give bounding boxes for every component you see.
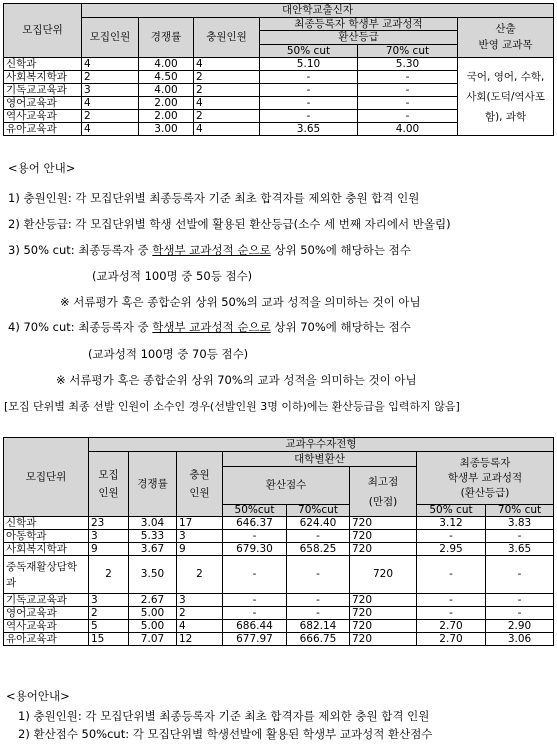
top-cell: 720 xyxy=(350,607,417,620)
additional-cell: 17 xyxy=(177,517,223,530)
ratio-cell: 5.00 xyxy=(129,620,177,633)
quota-cell: 15 xyxy=(89,633,129,646)
grade70-cell: 3.83 xyxy=(486,517,554,530)
ratio-cell: 7.07 xyxy=(129,633,177,646)
unit-cell: 기독교교육과 xyxy=(4,84,82,97)
additional-cell: 9 xyxy=(177,543,223,556)
small-quota-remark: [모집 단위별 최종 선발 인원이 소수인 경우(선발인원 3명 이하)에는 환산등급을 입력하지 않음] xyxy=(4,400,460,413)
header-top-line2: (만점) xyxy=(368,495,398,508)
ratio-cell: 3.50 xyxy=(129,556,177,594)
header-unit: 모집단위 xyxy=(4,4,82,58)
additional-cell: 2 xyxy=(194,71,260,84)
grade50-cell: - xyxy=(417,607,486,620)
table-row xyxy=(4,58,554,71)
alternative-school-results-table xyxy=(3,3,554,136)
term-70cut xyxy=(8,319,411,335)
additional-cell: 2 xyxy=(194,84,260,97)
ratio-cell: 3.67 xyxy=(129,543,177,556)
top-cell: 720 xyxy=(350,517,417,530)
term-50cut-a: 3) 50% cut: 최종등록자 중 xyxy=(8,243,153,257)
score50-cell: - xyxy=(223,530,287,543)
top-cell: 720 xyxy=(350,594,417,607)
additional-cell: 4 xyxy=(194,97,260,110)
header-additional-line2: 인원 xyxy=(189,487,210,499)
unit-cell: 사회복지학과 xyxy=(4,71,82,84)
grade70-cell: 3.65 xyxy=(486,543,554,556)
header-grade-sub: 환산등급 xyxy=(260,31,458,45)
ratio-cell: 2.00 xyxy=(139,110,194,123)
header-subjects xyxy=(458,18,554,58)
grade70-cell: - xyxy=(486,556,554,594)
unit-cell: 사회복지학과 xyxy=(4,543,89,556)
term-conversion-grade: 2) 환산등급: 각 모집단위별 학생 선발에 활용된 환산등급(소수 세 번째 자리에서 반올림) xyxy=(8,217,451,231)
header-quota xyxy=(89,452,129,517)
table-row xyxy=(4,594,554,607)
header-final-line1: 최종등록자 xyxy=(459,456,511,469)
header-p50: 50% cut xyxy=(260,45,358,58)
p70-cell: - xyxy=(358,97,458,110)
term-50cut-remark: ※ 서류평가 혹은 종합순위 상위 50%의 교과 성적을 의미하는 것이 아님 xyxy=(60,295,421,309)
grade70-cell: - xyxy=(486,530,554,543)
header-additional xyxy=(177,452,223,517)
header-subjects-line2: 반영 교과목 xyxy=(478,39,533,51)
header-grade: 최종등록자 학생부 교과성적 xyxy=(260,18,458,31)
grade70-cell: 3.06 xyxy=(486,633,554,646)
quota-cell: 2 xyxy=(82,71,139,84)
p70-cell: 4.00 xyxy=(358,123,458,136)
header-final xyxy=(417,452,554,505)
subject-excellence-results-table xyxy=(3,437,554,646)
quota-cell: 4 xyxy=(82,58,139,71)
term-50cut-detail: (교과성적 100명 중 50등 점수) xyxy=(92,269,253,283)
ratio-cell: 5.00 xyxy=(129,607,177,620)
grade50-cell: - xyxy=(417,594,486,607)
quota-cell: 23 xyxy=(89,517,129,530)
quota-cell: 3 xyxy=(89,530,129,543)
ratio-cell: 2.67 xyxy=(129,594,177,607)
ratio-cell: 4.50 xyxy=(139,71,194,84)
top-cell: 720 xyxy=(350,556,417,594)
table-row xyxy=(4,556,554,594)
header-grade-50cut: 50% cut xyxy=(417,505,486,517)
score50-cell: 679.30 xyxy=(223,543,287,556)
additional-cell: 2 xyxy=(194,110,260,123)
ratio-cell: 3.00 xyxy=(139,123,194,136)
unit-cell: 영어교육과 xyxy=(4,97,82,110)
score70-cell: 666.75 xyxy=(287,633,350,646)
subjects-line2: 사회(도덕/역사포 xyxy=(466,90,545,103)
additional-cell: 12 xyxy=(177,633,223,646)
subjects-cell xyxy=(458,58,554,136)
score70-cell: - xyxy=(287,607,350,620)
grade50-cell: 2.70 xyxy=(417,633,486,646)
header-subjects-line1: 산출 xyxy=(495,23,516,35)
quota-cell: 9 xyxy=(89,543,129,556)
score50-cell: 686.44 xyxy=(223,620,287,633)
header-additional-line1: 충원 xyxy=(189,469,210,481)
p50-cell: - xyxy=(260,110,358,123)
unit-cell: 역사교육과 xyxy=(4,110,82,123)
unit-cell: 유아교육과 xyxy=(4,633,89,646)
quota-cell: 2 xyxy=(82,110,139,123)
score70-cell: 624.40 xyxy=(287,517,350,530)
term-70cut-b: 상위 70%에 해당하는 점수 xyxy=(270,320,411,334)
term-additional-2: 1) 충원인원: 각 모집단위별 최종등록자 기준 최초 합격자를 제외한 충원 합격 인원 xyxy=(18,709,430,723)
terms-title: <용어 안내> xyxy=(8,161,76,175)
additional-cell: 4 xyxy=(194,58,260,71)
header-final-line2: 학생부 교과성적 xyxy=(447,471,523,484)
score70-cell: - xyxy=(287,530,350,543)
term-70cut-detail: (교과성적 100명 중 70등 점수) xyxy=(88,347,249,361)
top-cell: 720 xyxy=(350,620,417,633)
term-70cut-remark: ※ 서류평가 혹은 종합순위 상위 70%의 교과 성적을 의미하는 것이 아님 xyxy=(56,373,417,387)
subjects-line1: 국어, 영어, 수학, xyxy=(466,70,545,83)
quota-cell: 2 xyxy=(89,556,129,594)
term-50cut-underline: 학생부 교과성적 순으로 xyxy=(152,243,271,257)
additional-cell: 3 xyxy=(177,530,223,543)
p70-cell: - xyxy=(358,71,458,84)
header-quota-line2: 인원 xyxy=(98,487,119,499)
header-top xyxy=(350,467,417,517)
p70-cell: - xyxy=(358,110,458,123)
header-group: 대안학교출신자 xyxy=(82,4,554,18)
quota-cell: 5 xyxy=(89,620,129,633)
additional-cell: 4 xyxy=(177,620,223,633)
header-unit: 모집단위 xyxy=(4,438,89,517)
table-row xyxy=(4,543,554,556)
top-cell: 720 xyxy=(350,530,417,543)
quota-cell: 3 xyxy=(89,594,129,607)
score50-cell: 677.97 xyxy=(223,633,287,646)
unit-cell: 아동학과 xyxy=(4,530,89,543)
unit-cell: 신학과 xyxy=(4,58,82,71)
p50-cell: 5.10 xyxy=(260,58,358,71)
header-ratio: 경쟁률 xyxy=(139,18,194,58)
top-cell: 720 xyxy=(350,633,417,646)
terms-title-2: <용어안내> xyxy=(6,689,70,703)
table-row xyxy=(4,530,554,543)
p70-cell: 5.30 xyxy=(358,58,458,71)
quota-cell: 4 xyxy=(82,123,139,136)
score70-cell: 658.25 xyxy=(287,543,350,556)
ratio-cell: 5.33 xyxy=(129,530,177,543)
p70-cell: - xyxy=(358,84,458,97)
grade70-cell: - xyxy=(486,607,554,620)
header-ratio: 경쟁률 xyxy=(129,452,177,517)
term-score-50cut: 2) 환산점수 50%cut: 각 모집단위별 학생선발에 활용된 학생부 교과성적 환산점수 xyxy=(18,727,433,741)
header-grade-70cut: 70% cut xyxy=(486,505,554,517)
table-row xyxy=(4,517,554,530)
additional-cell: 4 xyxy=(194,123,260,136)
header-quota: 모집인원 xyxy=(82,18,139,58)
p50-cell: - xyxy=(260,97,358,110)
quota-cell: 4 xyxy=(82,97,139,110)
subjects-line3: 함), 과학 xyxy=(484,110,527,123)
header-p70: 70% cut xyxy=(358,45,458,58)
header-additional: 충원인원 xyxy=(194,18,260,58)
unit-cell: 중독재활상담학과 xyxy=(4,556,89,594)
unit-cell: 신학과 xyxy=(4,517,89,530)
grade50-cell: 3.12 xyxy=(417,517,486,530)
ratio-cell: 4.00 xyxy=(139,58,194,71)
additional-cell: 2 xyxy=(177,607,223,620)
header-score-70cut: 70%cut xyxy=(287,505,350,517)
term-50cut-b: 상위 50%에 해당하는 점수 xyxy=(270,243,411,257)
table-row xyxy=(4,620,554,633)
table-row xyxy=(4,633,554,646)
score50-cell: 646.37 xyxy=(223,517,287,530)
table-row xyxy=(4,607,554,620)
header-top-line1: 최고점 xyxy=(367,475,399,488)
grade50-cell: - xyxy=(417,556,486,594)
unit-cell: 영어교육과 xyxy=(4,607,89,620)
p50-cell: - xyxy=(260,71,358,84)
header-quota-line1: 모집 xyxy=(98,469,119,481)
ratio-cell: 4.00 xyxy=(139,84,194,97)
header-final-line3: (환산등급) xyxy=(460,486,510,499)
score50-cell: - xyxy=(223,607,287,620)
grade70-cell: - xyxy=(486,594,554,607)
unit-cell: 유아교육과 xyxy=(4,123,82,136)
term-70cut-a: 4) 70% cut: 최종등록자 중 xyxy=(8,320,153,334)
ratio-cell: 2.00 xyxy=(139,97,194,110)
header-group: 교과우수자전형 xyxy=(89,438,554,452)
quota-cell: 3 xyxy=(82,84,139,97)
additional-cell: 3 xyxy=(177,594,223,607)
score50-cell: - xyxy=(223,594,287,607)
header-score-50cut: 50%cut xyxy=(223,505,287,517)
grade50-cell: 2.70 xyxy=(417,620,486,633)
p50-cell: 3.65 xyxy=(260,123,358,136)
score70-cell: - xyxy=(287,556,350,594)
grade50-cell: - xyxy=(417,530,486,543)
term-additional: 1) 충원인원: 각 모집단위별 최종등록자 기준 최초 합격자를 제외한 충원 합격 인원 xyxy=(8,191,420,205)
term-70cut-underline: 학생부 교과성적 순으로 xyxy=(152,320,271,334)
unit-cell: 기독교교육과 xyxy=(4,594,89,607)
score50-cell: - xyxy=(223,556,287,594)
header-conversion: 대학별환산 xyxy=(223,452,417,467)
unit-cell: 역사교육과 xyxy=(4,620,89,633)
score70-cell: 682.14 xyxy=(287,620,350,633)
p50-cell: - xyxy=(260,84,358,97)
term-50cut xyxy=(8,242,411,258)
quota-cell: 2 xyxy=(89,607,129,620)
additional-cell: 2 xyxy=(177,556,223,594)
top-cell: 720 xyxy=(350,543,417,556)
grade70-cell: 2.90 xyxy=(486,620,554,633)
score70-cell: - xyxy=(287,594,350,607)
ratio-cell: 3.04 xyxy=(129,517,177,530)
grade50-cell: 2.95 xyxy=(417,543,486,556)
header-score: 환산점수 xyxy=(223,467,350,505)
